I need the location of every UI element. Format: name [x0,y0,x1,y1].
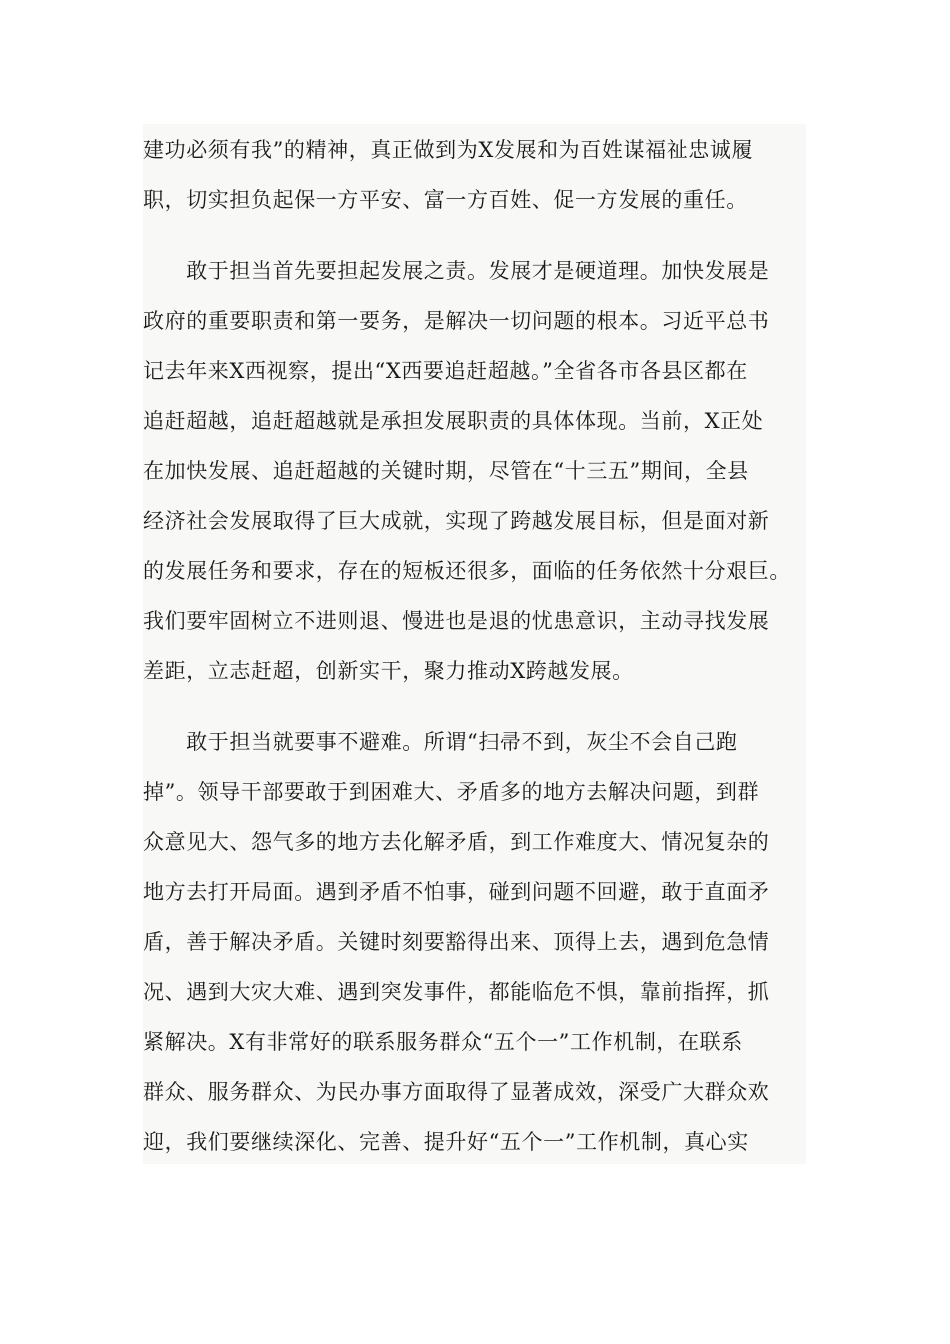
paragraph-3-line-5: 盾，善于解决矛盾。关键时刻要豁得出来、顶得上去，遇到危急情 [143,930,770,954]
paragraph-2-line-9: 差距，立志赶超，创新实干，聚力推动X跨越发展。 [143,659,634,683]
paragraph-3-line-7: 紧解决。X有非常好的联系服务群众“五个一”工作机制，在联系 [143,1030,743,1054]
paragraph-1-line-2: 职，切实担负起保一方平安、富一方百姓、促一方发展的重任。 [143,188,748,212]
paragraph-3-line-3: 众意见大、怨气多的地方去化解矛盾，到工作难度大、情况复杂的 [143,830,770,854]
paragraph-2-line-4: 追赶超越，追赶超越就是承担发展职责的具体体现。当前，X正处 [143,409,764,433]
paragraph-3-line-9: 迎，我们要继续深化、完善、提升好“五个一”工作机制，真心实 [143,1130,749,1154]
paragraph-2-line-3: 记去年来X西视察，提出“X西要追赶超越。”全省各市各县区都在 [143,359,748,383]
paragraph-2-line-5: 在加快发展、追赶超越的关键时期，尽管在“十三五”期间，全县 [143,459,749,483]
paragraph-3-line-2: 掉”。领导干部要敢于到困难大、矛盾多的地方去解决问题，到群 [143,780,760,804]
paragraph-3-line-6: 况、遇到大灾大难、遇到突发事件，都能临危不惧，靠前指挥，抓 [143,980,770,1004]
paragraph-2-line-1: 敢于担当首先要担起发展之责。发展才是硬道理。加快发展是 [143,259,770,283]
paragraph-2-line-2: 政府的重要职责和第一要务，是解决一切问题的根本。习近平总书 [143,309,770,333]
paragraph-3-line-8: 群众、服务群众、为民办事方面取得了显著成效，深受广大群众欢 [143,1080,770,1104]
paragraph-2-line-7: 的发展任务和要求，存在的短板还很多，面临的任务依然十分艰巨。 [143,559,791,583]
paragraph-3-line-4: 地方去打开局面。遇到矛盾不怕事，碰到问题不回避，敢于直面矛 [143,880,770,904]
paragraph-3-line-1: 敢于担当就要事不避难。所谓“扫帚不到，灰尘不会自己跑 [143,730,738,754]
paragraph-2-line-6: 经济社会发展取得了巨大成就，实现了跨越发展目标，但是面对新 [143,509,770,533]
paragraph-1-line-1: 建功必须有我”的精神，真正做到为X发展和为百姓谋福祉忠诚履 [143,138,754,162]
paragraph-2-line-8: 我们要牢固树立不进则退、慢进也是退的忧患意识，主动寻找发展 [143,609,770,633]
